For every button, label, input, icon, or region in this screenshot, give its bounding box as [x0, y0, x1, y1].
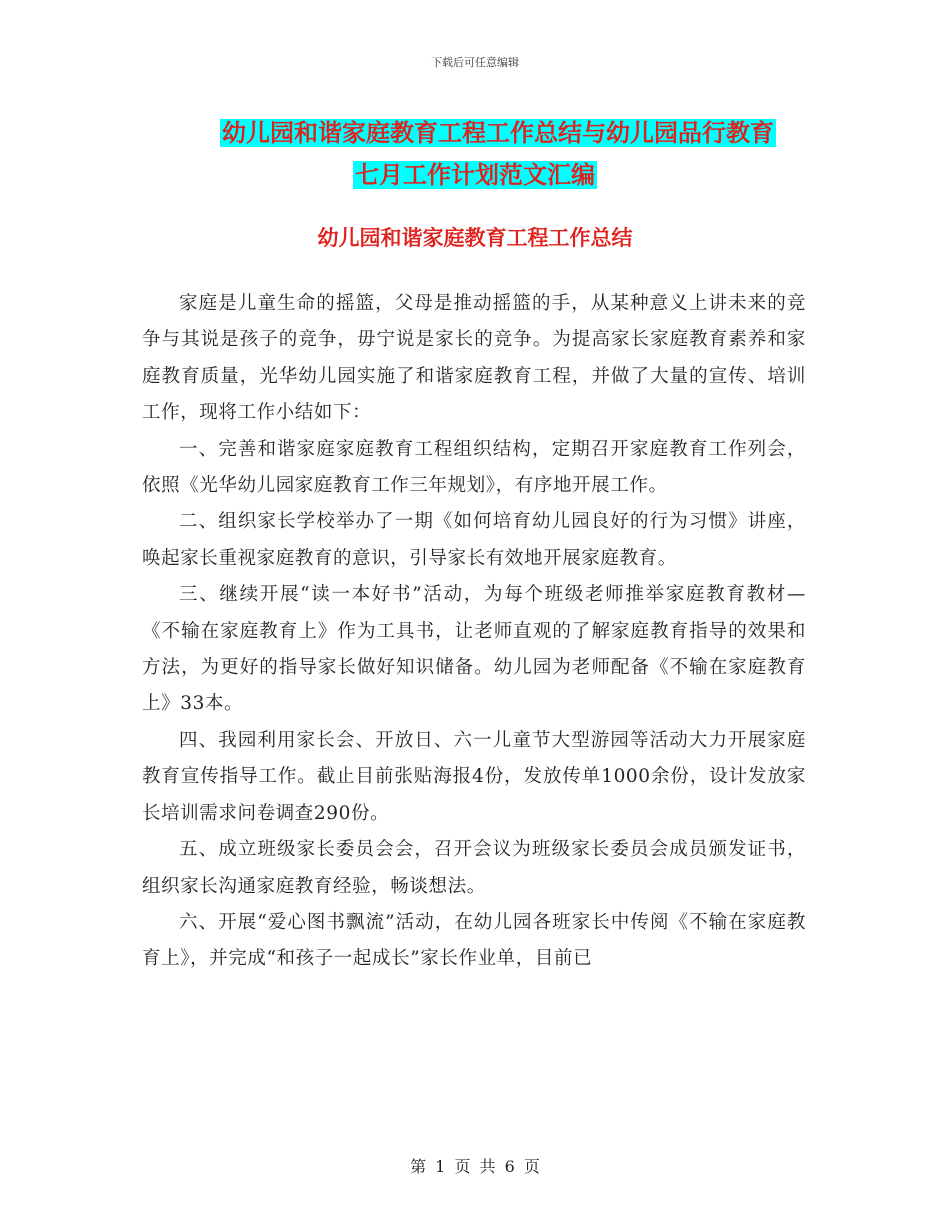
title-line-2: 七月工作计划范文汇编	[355, 161, 595, 189]
paragraph-intro: 家庭是儿童生命的摇篮，父母是推动摇篮的手，从某种意义上讲未来的竞争与其说是孩子的竞争，毋宁说是家长的竞争。为提高家长家庭教育素养和家庭教育质量，光华幼儿园实施了和谐家庭教育工程，并做了大量的宣传、培训工作，现将工作小结如下：	[142, 293, 806, 424]
page-footer: 第 1 页 共 6 页	[410, 1157, 540, 1176]
paragraph-item-5: 五、成立班级家长委员会会，召开会议为班级家长委员会成员颁发证书，组织家长沟通家庭教育经验，畅谈想法。	[142, 839, 806, 897]
paragraph-item-6: 六、开展“爱心图书飘流”活动，在幼儿园各班家长中传阅《不输在家庭教育上》，并完成“和孩子一起成长”家长作业单，目前已	[142, 911, 806, 970]
document-title	[0, 112, 950, 196]
paragraph-item-2: 二、组织家长学校举办了一期《如何培育幼儿园良好的行为习惯》讲座，唤起家长重视家庭教育的意识，引导家长有效地开展家庭教育。	[142, 511, 806, 569]
paragraph-item-4: 四、我园利用家长会、开放日、六一儿童节大型游园等活动大力开展家庭教育宣传指导工作。截止目前张贴海报4份，发放传单1000余份，设计发放家长培训需求问卷调查290份。	[142, 729, 806, 824]
header-note: 下载后可任意编辑	[431, 56, 519, 69]
section-title: 幼儿园和谐家庭教育工程工作总结	[317, 226, 633, 250]
paragraph-item-3: 三、继续开展“读一本好书”活动，为每个班级老师推举家庭教育教材—《不输在家庭教育上》作为工具书，让老师直观的了解家庭教育指导的效果和方法，为更好的指导家长做好知识储备。幼儿园为老师配备《不输在家庭教育上》33本。	[142, 584, 806, 715]
document-body	[142, 286, 806, 978]
title-line-1: 幼儿园和谐家庭教育工程工作总结与幼儿园品行教育	[222, 119, 774, 147]
paragraph-item-1: 一、完善和谐家庭家庭教育工程组织结构，定期召开家庭教育工作列会，依照《光华幼儿园家庭教育工作三年规划》，有序地开展工作。	[142, 438, 806, 497]
